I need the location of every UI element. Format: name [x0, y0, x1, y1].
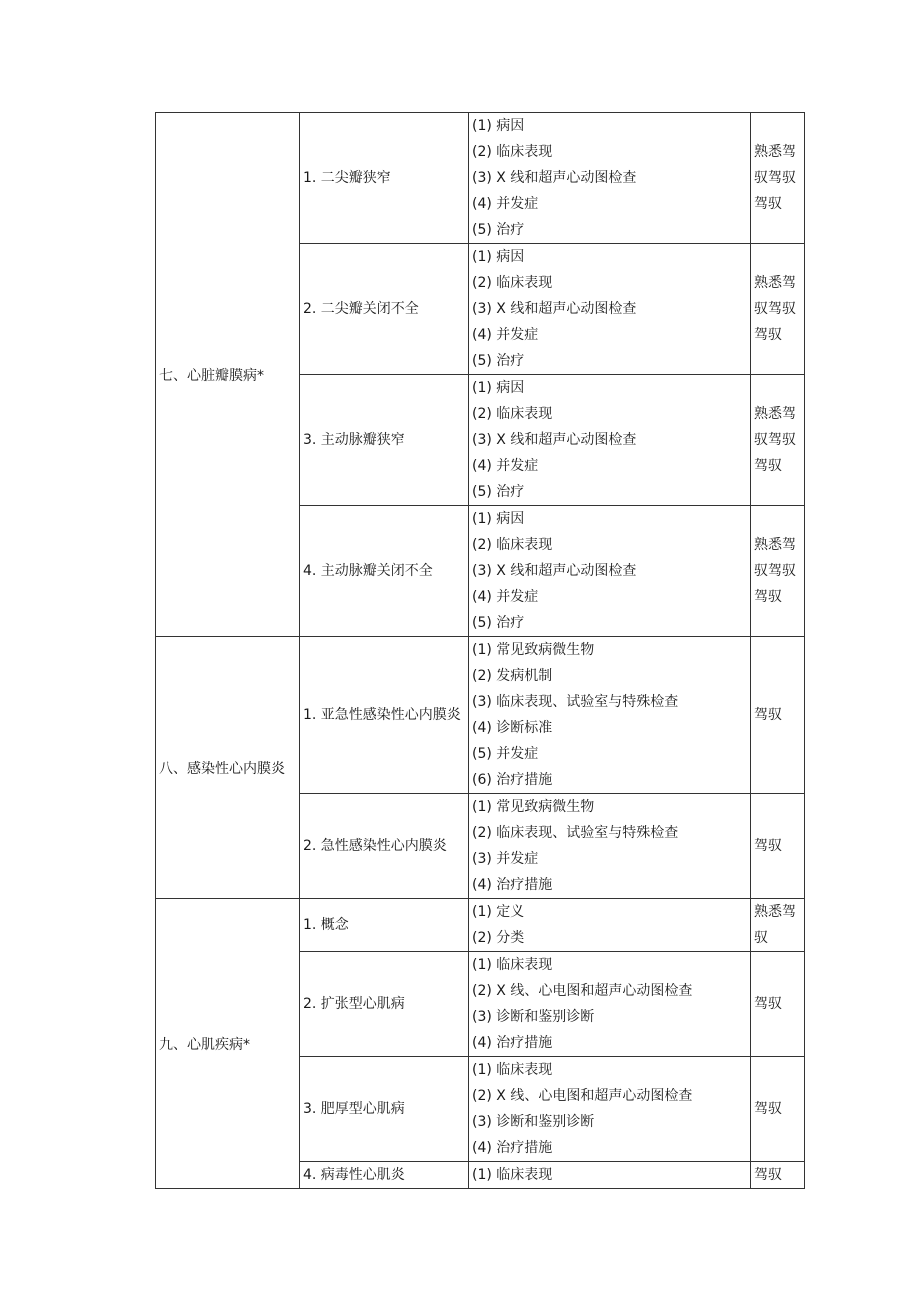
syllabus-table [155, 112, 805, 1189]
content-cell [469, 637, 751, 794]
content-item: (1) 病因 [472, 118, 525, 134]
requirement-level: 驾驭 [751, 794, 805, 899]
topic-name: 2. 扩张型心肌病 [300, 952, 469, 1057]
content-item: (3) 诊断和鉴别诊断 [472, 1114, 595, 1130]
content-item: (1) 临床表现 [472, 957, 553, 973]
content-item: (1) 定义 [472, 904, 525, 920]
content-item: (4) 并发症 [472, 458, 539, 474]
content-cell [469, 375, 751, 506]
content-item: (3) X 线和超声心动图检查 [472, 170, 637, 186]
content-item: (5) 并发症 [472, 746, 539, 762]
content-item: (3) X 线和超声心动图检查 [472, 432, 637, 448]
content-item: (5) 治疗 [472, 353, 525, 369]
content-item: (2) X 线、心电图和超声心动图检查 [472, 983, 693, 999]
content-item: (3) 诊断和鉴别诊断 [472, 1009, 595, 1025]
requirement-level: 熟悉驾驭驾驭驾驭 [751, 244, 805, 375]
content-item: (2) 临床表现 [472, 537, 553, 553]
topic-name: 1. 概念 [300, 899, 469, 952]
content-cell [469, 794, 751, 899]
content-item: (4) 并发症 [472, 589, 539, 605]
topic-name: 2. 急性感染性心内膜炎 [300, 794, 469, 899]
requirement-level: 熟悉驾驭驾驭驾驭 [751, 506, 805, 637]
topic-name: 3. 主动脉瓣狭窄 [300, 375, 469, 506]
content-cell [469, 113, 751, 244]
content-item: (3) X 线和超声心动图检查 [472, 301, 637, 317]
content-item: (1) 病因 [472, 380, 525, 396]
content-item: (4) 并发症 [472, 196, 539, 212]
content-item: (4) 诊断标准 [472, 720, 553, 736]
content-item: (3) 临床表现、试验室与特殊检查 [472, 694, 679, 710]
table-row [156, 899, 805, 952]
content-cell [469, 1162, 751, 1189]
topic-name: 3. 肥厚型心肌病 [300, 1057, 469, 1162]
content-item: (1) 临床表现 [472, 1062, 553, 1078]
content-item: (2) X 线、心电图和超声心动图检查 [472, 1088, 693, 1104]
requirement-level: 驾驭 [751, 952, 805, 1057]
content-item: (2) 临床表现、试验室与特殊检查 [472, 825, 679, 841]
table-row [156, 637, 805, 794]
content-item: (4) 治疗措施 [472, 1035, 553, 1051]
content-cell [469, 899, 751, 952]
content-item: (4) 并发症 [472, 327, 539, 343]
content-item: (5) 治疗 [472, 222, 525, 238]
content-item: (2) 临床表现 [472, 144, 553, 160]
content-cell [469, 244, 751, 375]
topic-name: 1. 亚急性感染性心内膜炎 [300, 637, 469, 794]
requirement-level: 驾驭 [751, 1162, 805, 1189]
content-item: (3) 并发症 [472, 851, 539, 867]
requirement-level: 驾驭 [751, 637, 805, 794]
content-item: (2) 临床表现 [472, 406, 553, 422]
requirement-level: 熟悉驾驭驾驭驾驭 [751, 375, 805, 506]
syllabus-body [156, 113, 805, 1189]
content-item: (5) 治疗 [472, 484, 525, 500]
content-item: (4) 治疗措施 [472, 1140, 553, 1156]
content-item: (2) 分类 [472, 930, 525, 946]
content-item: (4) 治疗措施 [472, 877, 553, 893]
content-item: (1) 病因 [472, 249, 525, 265]
content-item: (1) 常见致病微生物 [472, 642, 595, 658]
table-row [156, 113, 805, 244]
content-item: (6) 治疗措施 [472, 772, 553, 788]
requirement-level: 驾驭 [751, 1057, 805, 1162]
content-cell [469, 1057, 751, 1162]
content-cell [469, 506, 751, 637]
unit-title: 九、心肌疾病* [156, 899, 300, 1189]
content-item: (2) 临床表现 [472, 275, 553, 291]
content-item: (1) 临床表现 [472, 1167, 553, 1183]
topic-name: 1. 二尖瓣狭窄 [300, 113, 469, 244]
requirement-level: 熟悉驾驭驾驭驾驭 [751, 113, 805, 244]
topic-name: 4. 主动脉瓣关闭不全 [300, 506, 469, 637]
topic-name: 4. 病毒性心肌炎 [300, 1162, 469, 1189]
unit-title: 八、感染性心内膜炎 [156, 637, 300, 899]
content-item: (2) 发病机制 [472, 668, 553, 684]
content-item: (5) 治疗 [472, 615, 525, 631]
requirement-level: 熟悉驾驭 [751, 899, 805, 952]
content-item: (1) 病因 [472, 511, 525, 527]
content-item: (1) 常见致病微生物 [472, 799, 595, 815]
content-cell [469, 952, 751, 1057]
content-item: (3) X 线和超声心动图检查 [472, 563, 637, 579]
topic-name: 2. 二尖瓣关闭不全 [300, 244, 469, 375]
unit-title: 七、心脏瓣膜病* [156, 113, 300, 637]
